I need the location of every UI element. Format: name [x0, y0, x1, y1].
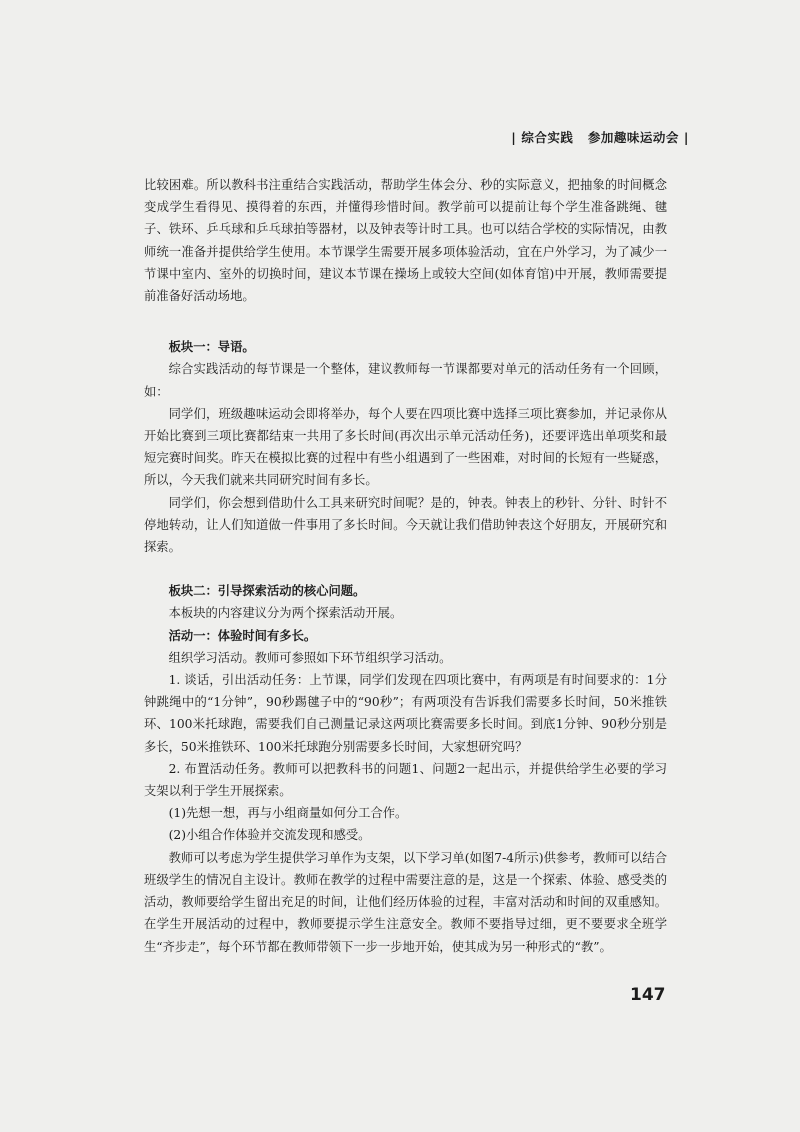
header-section: 综合实践: [521, 130, 574, 145]
list-item: (2)小组合作体验并交流发现和感受。: [168, 828, 371, 843]
paragraph: 2. 布置活动任务。教师可以把教科书的问题1、问题2一起出示，并提供给学生必要的学习支架以利于学生开展探索。: [144, 761, 667, 799]
paragraph: 同学们，班级趣味运动会即将举办，每个人要在四项比赛中选择三项比赛参加，并记录你从开始比赛到三项比赛都结束一共用了多长时间(再次出示单元活动任务)，还要评选出单项奖和最短完赛时间奖。昨天在模拟比赛的过程中有些小组遇到了一些困难，对时间的长短有一些疑惑，所以，今天我们就来共同研究时间有多长。: [144, 406, 667, 488]
section-heading-1: 板块一：导语。: [168, 340, 255, 355]
paragraph: 1. 谈话，引出活动任务：上节课，同学们发现在四项比赛中，有两项是有时间要求的：1分钟跳绳中的“1分钟”，90秒踢毽子中的“90秒”；有两项没有告诉我们需要多长时间，50米推铁环、100米托球跑，需要我们自己测量记录这两项比赛需要多长时间。到底1分钟、90秒分别是多长，50米推铁环、100米托球跑分别需要多长时间，大家想研究吗？: [144, 673, 667, 754]
list-item: (1)先想一想，再与小组商量如何分工合作。: [168, 806, 408, 821]
header-divider-left: |: [511, 130, 517, 145]
paragraph: 比较困难。所以教科书注重结合实践活动，帮助学生体会分、秒的实际意义，把抽象的时间概念变成学生看得见、摸得着的东西，并懂得珍惜时间。教学前可以提前让每个学生准备跳绳、毽子、铁环、乒乓球和乒乓球拍等器材，以及钟表等计时工具。也可以结合学校的实际情况，由教师统一准备并提供给学生使用。本节课学生需要开展多项体验活动，宜在户外学习，为了减少一节课中室内、室外的切换时间，建议本节课在操场上或较大空间(如体育馆)中开展，教师需要提前准备好活动场地。: [144, 178, 667, 304]
section-heading-2: 板块二：引导探索活动的核心问题。: [168, 584, 366, 599]
paragraph: 综合实践活动的每节课是一个整体，建议教师每一节课都要对单元的活动任务有一个回顾，如：: [144, 362, 667, 399]
page-body: [144, 174, 667, 958]
paragraph: 教师可以考虑为学生提供学习单作为支架，以下学习单(如图7-4所示)供参考，教师可以结合班级学生的情况自主设计。教师在教学的过程中需要注意的是，这是一个探索、体验、感受类的活动，教师要给学生留出充足的时间，让他们经历体验的过程，丰富对活动和时间的双重感知。在学生开展活动的过程中，教师要提示学生注意安全。教师不要指导过细，更不要要求全班学生“齐步走”，每个环节都在教师带领下一步一步地开始，使其成为另一种形式的“教”。: [144, 850, 667, 954]
page-number: 147: [630, 985, 666, 1005]
paragraph: 组织学习活动。教师可参照如下环节组织学习活动。: [168, 650, 452, 665]
paragraph: 同学们，你会想到借助什么工具来研究时间呢？是的，钟表。钟表上的秒针、分针、时针不停地转动，让人们知道做一件事用了多长时间。今天就让我们借助钟表这个好朋友，开展研究和探索。: [144, 495, 667, 555]
running-header: [506, 128, 694, 146]
activity-heading: 活动一：体验时间有多长。: [168, 628, 317, 643]
header-divider-right: |: [683, 130, 689, 145]
paragraph: 本板块的内容建议分为两个探索活动开展。: [168, 606, 403, 621]
header-unit-title: 参加趣味运动会: [587, 130, 679, 145]
